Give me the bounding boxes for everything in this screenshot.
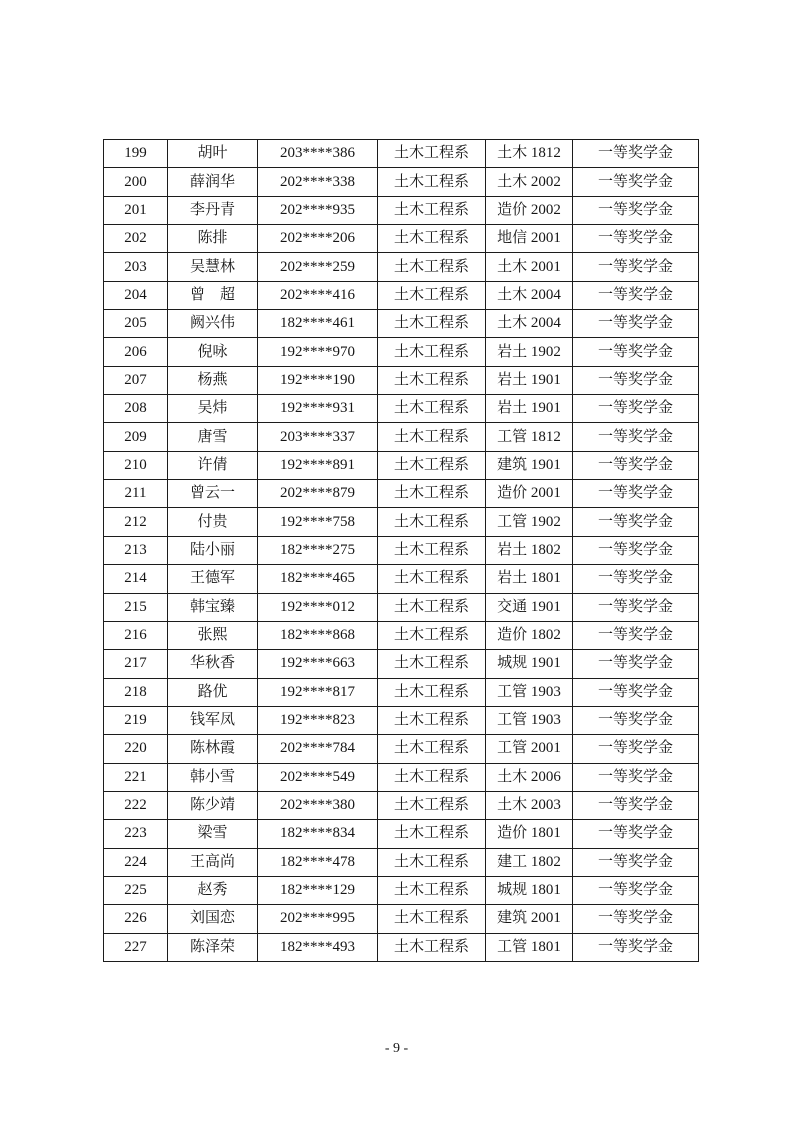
cell-class: 造价 2001 — [486, 480, 573, 508]
cell-department: 土木工程系 — [378, 621, 486, 649]
cell-award: 一等奖学金 — [573, 310, 699, 338]
cell-department: 土木工程系 — [378, 281, 486, 309]
cell-student-id: 202****995 — [258, 905, 378, 933]
cell-award: 一等奖学金 — [573, 536, 699, 564]
cell-student-id: 202****259 — [258, 253, 378, 281]
cell-department: 土木工程系 — [378, 140, 486, 168]
cell-department: 土木工程系 — [378, 508, 486, 536]
cell-class: 造价 1801 — [486, 820, 573, 848]
cell-name: 陈林霞 — [168, 735, 258, 763]
cell-row-number: 205 — [104, 310, 168, 338]
cell-name: 陈泽荣 — [168, 933, 258, 961]
cell-class: 土木 2004 — [486, 281, 573, 309]
cell-award: 一等奖学金 — [573, 451, 699, 479]
cell-class: 工管 1812 — [486, 423, 573, 451]
cell-name: 王高尚 — [168, 848, 258, 876]
cell-student-id: 203****386 — [258, 140, 378, 168]
cell-department: 土木工程系 — [378, 168, 486, 196]
cell-department: 土木工程系 — [378, 848, 486, 876]
cell-award: 一等奖学金 — [573, 791, 699, 819]
cell-name: 许倩 — [168, 451, 258, 479]
cell-student-id: 202****549 — [258, 763, 378, 791]
cell-student-id: 192****817 — [258, 678, 378, 706]
cell-award: 一等奖学金 — [573, 423, 699, 451]
cell-class: 土木 1812 — [486, 140, 573, 168]
table-row — [104, 508, 699, 536]
cell-name: 胡叶 — [168, 140, 258, 168]
cell-award: 一等奖学金 — [573, 225, 699, 253]
table-row — [104, 876, 699, 904]
cell-row-number: 214 — [104, 565, 168, 593]
cell-class: 岩土 1902 — [486, 338, 573, 366]
cell-name: 梁雪 — [168, 820, 258, 848]
cell-student-id: 182****465 — [258, 565, 378, 593]
table-row — [104, 621, 699, 649]
cell-student-id: 202****206 — [258, 225, 378, 253]
cell-row-number: 215 — [104, 593, 168, 621]
cell-student-id: 182****493 — [258, 933, 378, 961]
cell-student-id: 192****663 — [258, 650, 378, 678]
cell-row-number: 203 — [104, 253, 168, 281]
table-row — [104, 650, 699, 678]
table-row — [104, 791, 699, 819]
cell-department: 土木工程系 — [378, 650, 486, 678]
table-row — [104, 706, 699, 734]
table-row — [104, 423, 699, 451]
cell-award: 一等奖学金 — [573, 281, 699, 309]
table-row — [104, 848, 699, 876]
cell-award: 一等奖学金 — [573, 253, 699, 281]
cell-student-id: 182****275 — [258, 536, 378, 564]
cell-student-id: 192****931 — [258, 395, 378, 423]
table-row — [104, 140, 699, 168]
cell-class: 工管 1902 — [486, 508, 573, 536]
cell-award: 一等奖学金 — [573, 366, 699, 394]
cell-row-number: 202 — [104, 225, 168, 253]
cell-award: 一等奖学金 — [573, 196, 699, 224]
cell-class: 岩土 1801 — [486, 565, 573, 593]
table-row — [104, 168, 699, 196]
cell-name: 华秋香 — [168, 650, 258, 678]
cell-department: 土木工程系 — [378, 423, 486, 451]
cell-department: 土木工程系 — [378, 366, 486, 394]
cell-row-number: 227 — [104, 933, 168, 961]
cell-row-number: 221 — [104, 763, 168, 791]
cell-department: 土木工程系 — [378, 763, 486, 791]
cell-class: 土木 2003 — [486, 791, 573, 819]
table-row — [104, 196, 699, 224]
cell-name: 张熙 — [168, 621, 258, 649]
cell-award: 一等奖学金 — [573, 848, 699, 876]
cell-student-id: 192****758 — [258, 508, 378, 536]
cell-name: 杨燕 — [168, 366, 258, 394]
cell-student-id: 182****868 — [258, 621, 378, 649]
table-row — [104, 395, 699, 423]
cell-award: 一等奖学金 — [573, 905, 699, 933]
table-row — [104, 593, 699, 621]
cell-award: 一等奖学金 — [573, 933, 699, 961]
table-row — [104, 253, 699, 281]
table-row — [104, 451, 699, 479]
scholarship-table-body — [104, 140, 699, 962]
cell-class: 工管 1903 — [486, 706, 573, 734]
cell-department: 土木工程系 — [378, 820, 486, 848]
table-row — [104, 565, 699, 593]
table-row — [104, 480, 699, 508]
cell-student-id: 182****129 — [258, 876, 378, 904]
cell-award: 一等奖学金 — [573, 876, 699, 904]
cell-class: 工管 1801 — [486, 933, 573, 961]
scholarship-table — [103, 139, 699, 962]
cell-student-id: 202****338 — [258, 168, 378, 196]
cell-row-number: 207 — [104, 366, 168, 394]
cell-department: 土木工程系 — [378, 735, 486, 763]
table-row — [104, 735, 699, 763]
cell-name: 陆小丽 — [168, 536, 258, 564]
cell-class: 工管 1903 — [486, 678, 573, 706]
cell-department: 土木工程系 — [378, 338, 486, 366]
table-row — [104, 763, 699, 791]
cell-name: 曾云一 — [168, 480, 258, 508]
cell-class: 城规 1901 — [486, 650, 573, 678]
cell-student-id: 203****337 — [258, 423, 378, 451]
cell-department: 土木工程系 — [378, 225, 486, 253]
table-row — [104, 905, 699, 933]
cell-department: 土木工程系 — [378, 905, 486, 933]
cell-class: 土木 2006 — [486, 763, 573, 791]
table-row — [104, 338, 699, 366]
cell-name: 刘国恋 — [168, 905, 258, 933]
table-row — [104, 366, 699, 394]
table-row — [104, 310, 699, 338]
cell-row-number: 200 — [104, 168, 168, 196]
cell-department: 土木工程系 — [378, 565, 486, 593]
cell-student-id: 182****478 — [258, 848, 378, 876]
cell-name: 付贵 — [168, 508, 258, 536]
cell-row-number: 210 — [104, 451, 168, 479]
cell-award: 一等奖学金 — [573, 706, 699, 734]
cell-department: 土木工程系 — [378, 310, 486, 338]
cell-award: 一等奖学金 — [573, 565, 699, 593]
cell-row-number: 209 — [104, 423, 168, 451]
table-row — [104, 281, 699, 309]
cell-name: 阙兴伟 — [168, 310, 258, 338]
cell-name: 唐雪 — [168, 423, 258, 451]
cell-department: 土木工程系 — [378, 253, 486, 281]
cell-name: 吴炜 — [168, 395, 258, 423]
cell-row-number: 204 — [104, 281, 168, 309]
cell-student-id: 182****461 — [258, 310, 378, 338]
cell-name: 钱军凤 — [168, 706, 258, 734]
cell-department: 土木工程系 — [378, 876, 486, 904]
cell-department: 土木工程系 — [378, 933, 486, 961]
cell-award: 一等奖学金 — [573, 820, 699, 848]
table-row — [104, 820, 699, 848]
table-row — [104, 225, 699, 253]
cell-row-number: 212 — [104, 508, 168, 536]
cell-award: 一等奖学金 — [573, 678, 699, 706]
cell-department: 土木工程系 — [378, 196, 486, 224]
cell-student-id: 202****784 — [258, 735, 378, 763]
cell-row-number: 220 — [104, 735, 168, 763]
cell-name: 赵秀 — [168, 876, 258, 904]
cell-student-id: 192****970 — [258, 338, 378, 366]
cell-row-number: 225 — [104, 876, 168, 904]
cell-student-id: 202****380 — [258, 791, 378, 819]
cell-name: 陈排 — [168, 225, 258, 253]
cell-class: 交通 1901 — [486, 593, 573, 621]
cell-row-number: 201 — [104, 196, 168, 224]
cell-award: 一等奖学金 — [573, 395, 699, 423]
cell-award: 一等奖学金 — [573, 650, 699, 678]
cell-award: 一等奖学金 — [573, 621, 699, 649]
cell-award: 一等奖学金 — [573, 763, 699, 791]
cell-class: 造价 1802 — [486, 621, 573, 649]
cell-department: 土木工程系 — [378, 678, 486, 706]
cell-class: 土木 2001 — [486, 253, 573, 281]
cell-department: 土木工程系 — [378, 706, 486, 734]
cell-row-number: 216 — [104, 621, 168, 649]
cell-department: 土木工程系 — [378, 451, 486, 479]
cell-class: 岩土 1901 — [486, 366, 573, 394]
cell-row-number: 223 — [104, 820, 168, 848]
cell-department: 土木工程系 — [378, 791, 486, 819]
cell-row-number: 213 — [104, 536, 168, 564]
cell-student-id: 182****834 — [258, 820, 378, 848]
cell-student-id: 192****823 — [258, 706, 378, 734]
cell-row-number: 226 — [104, 905, 168, 933]
cell-class: 工管 2001 — [486, 735, 573, 763]
cell-row-number: 218 — [104, 678, 168, 706]
cell-student-id: 202****416 — [258, 281, 378, 309]
cell-row-number: 224 — [104, 848, 168, 876]
cell-class: 建筑 1901 — [486, 451, 573, 479]
cell-row-number: 211 — [104, 480, 168, 508]
cell-student-id: 202****879 — [258, 480, 378, 508]
cell-department: 土木工程系 — [378, 593, 486, 621]
cell-award: 一等奖学金 — [573, 480, 699, 508]
cell-class: 地信 2001 — [486, 225, 573, 253]
cell-class: 城规 1801 — [486, 876, 573, 904]
table-row — [104, 933, 699, 961]
cell-class: 建工 1802 — [486, 848, 573, 876]
cell-student-id: 192****891 — [258, 451, 378, 479]
cell-award: 一等奖学金 — [573, 168, 699, 196]
cell-name: 路优 — [168, 678, 258, 706]
cell-name: 吴慧林 — [168, 253, 258, 281]
cell-row-number: 222 — [104, 791, 168, 819]
cell-department: 土木工程系 — [378, 536, 486, 564]
cell-class: 岩土 1802 — [486, 536, 573, 564]
cell-row-number: 217 — [104, 650, 168, 678]
cell-award: 一等奖学金 — [573, 735, 699, 763]
cell-name: 陈少靖 — [168, 791, 258, 819]
table-row — [104, 536, 699, 564]
cell-award: 一等奖学金 — [573, 593, 699, 621]
cell-award: 一等奖学金 — [573, 338, 699, 366]
cell-class: 岩土 1901 — [486, 395, 573, 423]
cell-name: 王德军 — [168, 565, 258, 593]
cell-name: 李丹青 — [168, 196, 258, 224]
cell-row-number: 199 — [104, 140, 168, 168]
cell-name: 韩宝臻 — [168, 593, 258, 621]
cell-class: 建筑 2001 — [486, 905, 573, 933]
cell-name: 曾 超 — [168, 281, 258, 309]
cell-name: 倪咏 — [168, 338, 258, 366]
page-number: - 9 - — [384, 1041, 409, 1056]
cell-row-number: 208 — [104, 395, 168, 423]
cell-class: 土木 2002 — [486, 168, 573, 196]
table-row — [104, 678, 699, 706]
cell-class: 造价 2002 — [486, 196, 573, 224]
cell-student-id: 192****190 — [258, 366, 378, 394]
cell-award: 一等奖学金 — [573, 508, 699, 536]
cell-name: 韩小雪 — [168, 763, 258, 791]
cell-award: 一等奖学金 — [573, 140, 699, 168]
cell-department: 土木工程系 — [378, 395, 486, 423]
cell-row-number: 219 — [104, 706, 168, 734]
cell-student-id: 202****935 — [258, 196, 378, 224]
cell-row-number: 206 — [104, 338, 168, 366]
cell-name: 薛润华 — [168, 168, 258, 196]
cell-student-id: 192****012 — [258, 593, 378, 621]
cell-class: 土木 2004 — [486, 310, 573, 338]
cell-department: 土木工程系 — [378, 480, 486, 508]
